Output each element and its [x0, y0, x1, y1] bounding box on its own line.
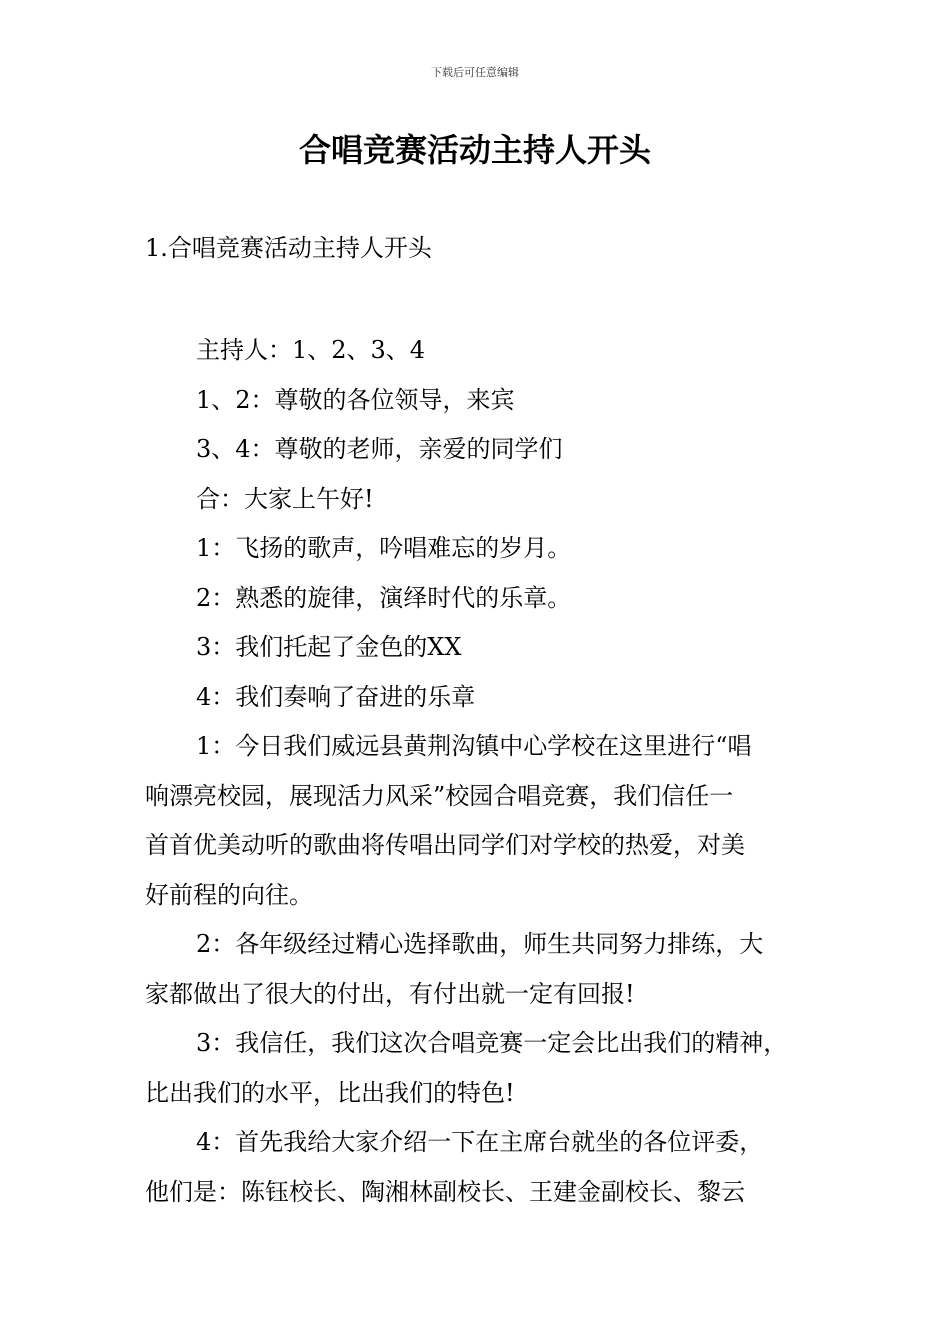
text-line: 1：飞扬的歌声，吟唱难忘的岁月。: [196, 534, 572, 562]
text-line: 他们是：陈钰校长、陶湘林副校长、王建金副校长、黎云: [145, 1177, 745, 1206]
text-line: 3：我信任，我们这次合唱竞赛一定会比出我们的精神，: [196, 1029, 788, 1057]
section-heading: 1.合唱竞赛活动主持人开头: [145, 234, 432, 262]
header-note: 下载后可任意编辑: [431, 66, 519, 79]
body-text: [145, 326, 810, 1217]
text-line: 首首优美动听的歌曲将传唱出同学们对学校的热爱，对美: [145, 831, 745, 859]
text-line: 1、2：尊敬的各位领导，来宾: [196, 385, 515, 414]
text-line: 好前程的向往。: [145, 880, 313, 909]
text-line: 4：首先我给大家介绍一下在主席台就坐的各位评委，: [196, 1128, 764, 1156]
text-line: 1：今日我们威远县黄荆沟镇中心学校在这里进行“唱: [196, 732, 752, 760]
text-line: 家都做出了很大的付出，有付出就一定有回报!: [145, 979, 635, 1008]
text-line: 合：大家上午好!: [196, 484, 374, 513]
text-line: 3：我们托起了金色的XX: [196, 633, 462, 661]
text-line: 4：我们奏响了奋进的乐章: [196, 682, 476, 711]
text-line: 2：各年级经过精心选择歌曲，师生共同努力排练，大: [196, 930, 764, 958]
text-line: 2：熟悉的旋律，演绎时代的乐章。: [196, 583, 572, 612]
text-line: 主持人：1、2、3、4: [196, 336, 426, 364]
text-line: 响漂亮校园，展现活力风采”校园合唱竞赛，我们信任一: [145, 781, 734, 810]
text-line: 比出我们的水平，比出我们的特色!: [145, 1078, 515, 1107]
text-line: 3、4：尊敬的老师，亲爱的同学们: [196, 435, 563, 463]
document-title: 合唱竞赛活动主持人开头: [298, 131, 651, 169]
